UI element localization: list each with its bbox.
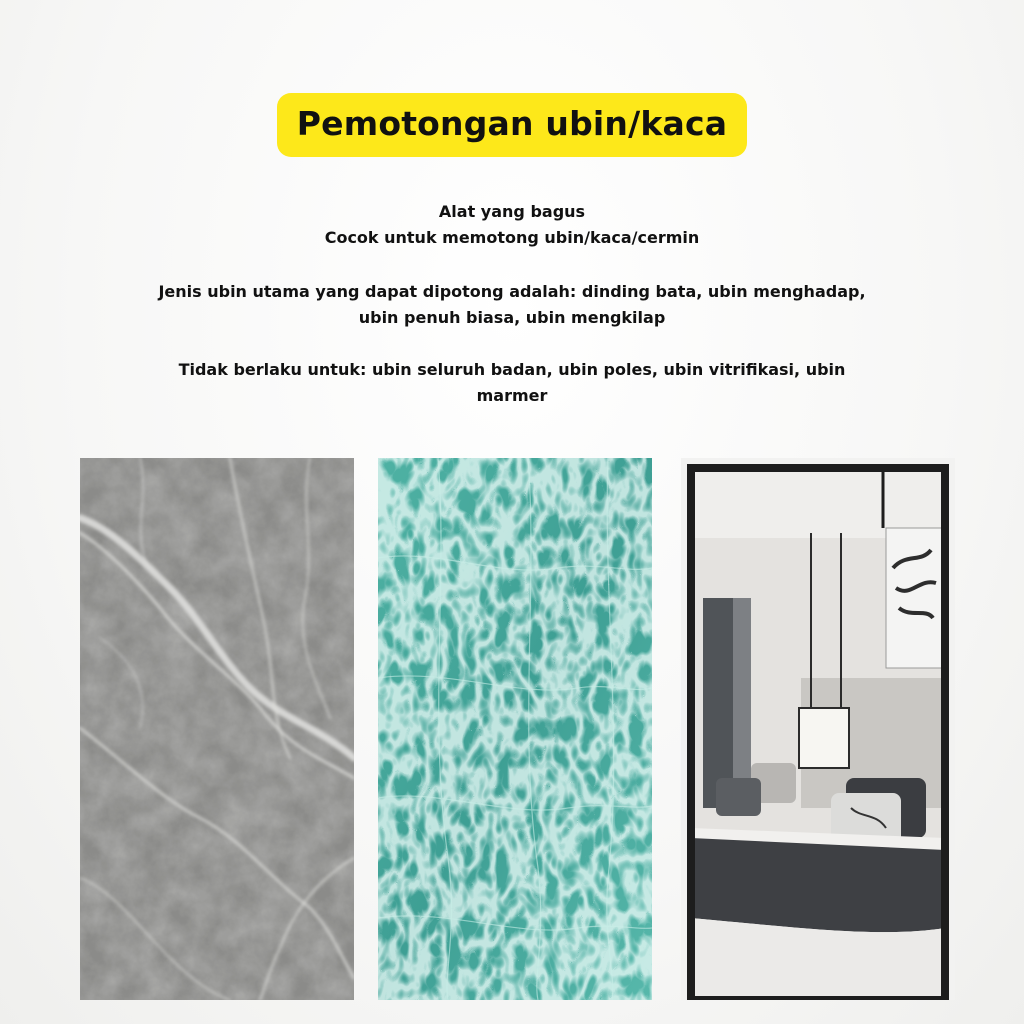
description-line: ubin penuh biasa, ubin mengkilap xyxy=(358,308,666,327)
page-title: Pemotongan ubin/kaca xyxy=(277,93,747,157)
cracked-glass-image xyxy=(378,458,652,1000)
description-line: Alat yang bagus xyxy=(438,202,586,221)
description-line: marmer xyxy=(476,386,548,405)
mirror-bedroom-image xyxy=(681,458,955,1000)
title-banner xyxy=(0,93,1024,157)
marble-tile-image xyxy=(80,458,354,1000)
description-line: Cocok untuk memotong ubin/kaca/cermin xyxy=(324,228,700,247)
description-block-1 xyxy=(100,199,924,251)
description-line: Jenis ubin utama yang dapat dipotong adalah: dinding bata, ubin menghadap, xyxy=(158,282,866,301)
description-block-2 xyxy=(100,279,924,331)
description-line: Tidak berlaku untuk: ubin seluruh badan, ubin poles, ubin vitrifikasi, ubin xyxy=(178,360,846,379)
description-block-3 xyxy=(100,357,924,409)
